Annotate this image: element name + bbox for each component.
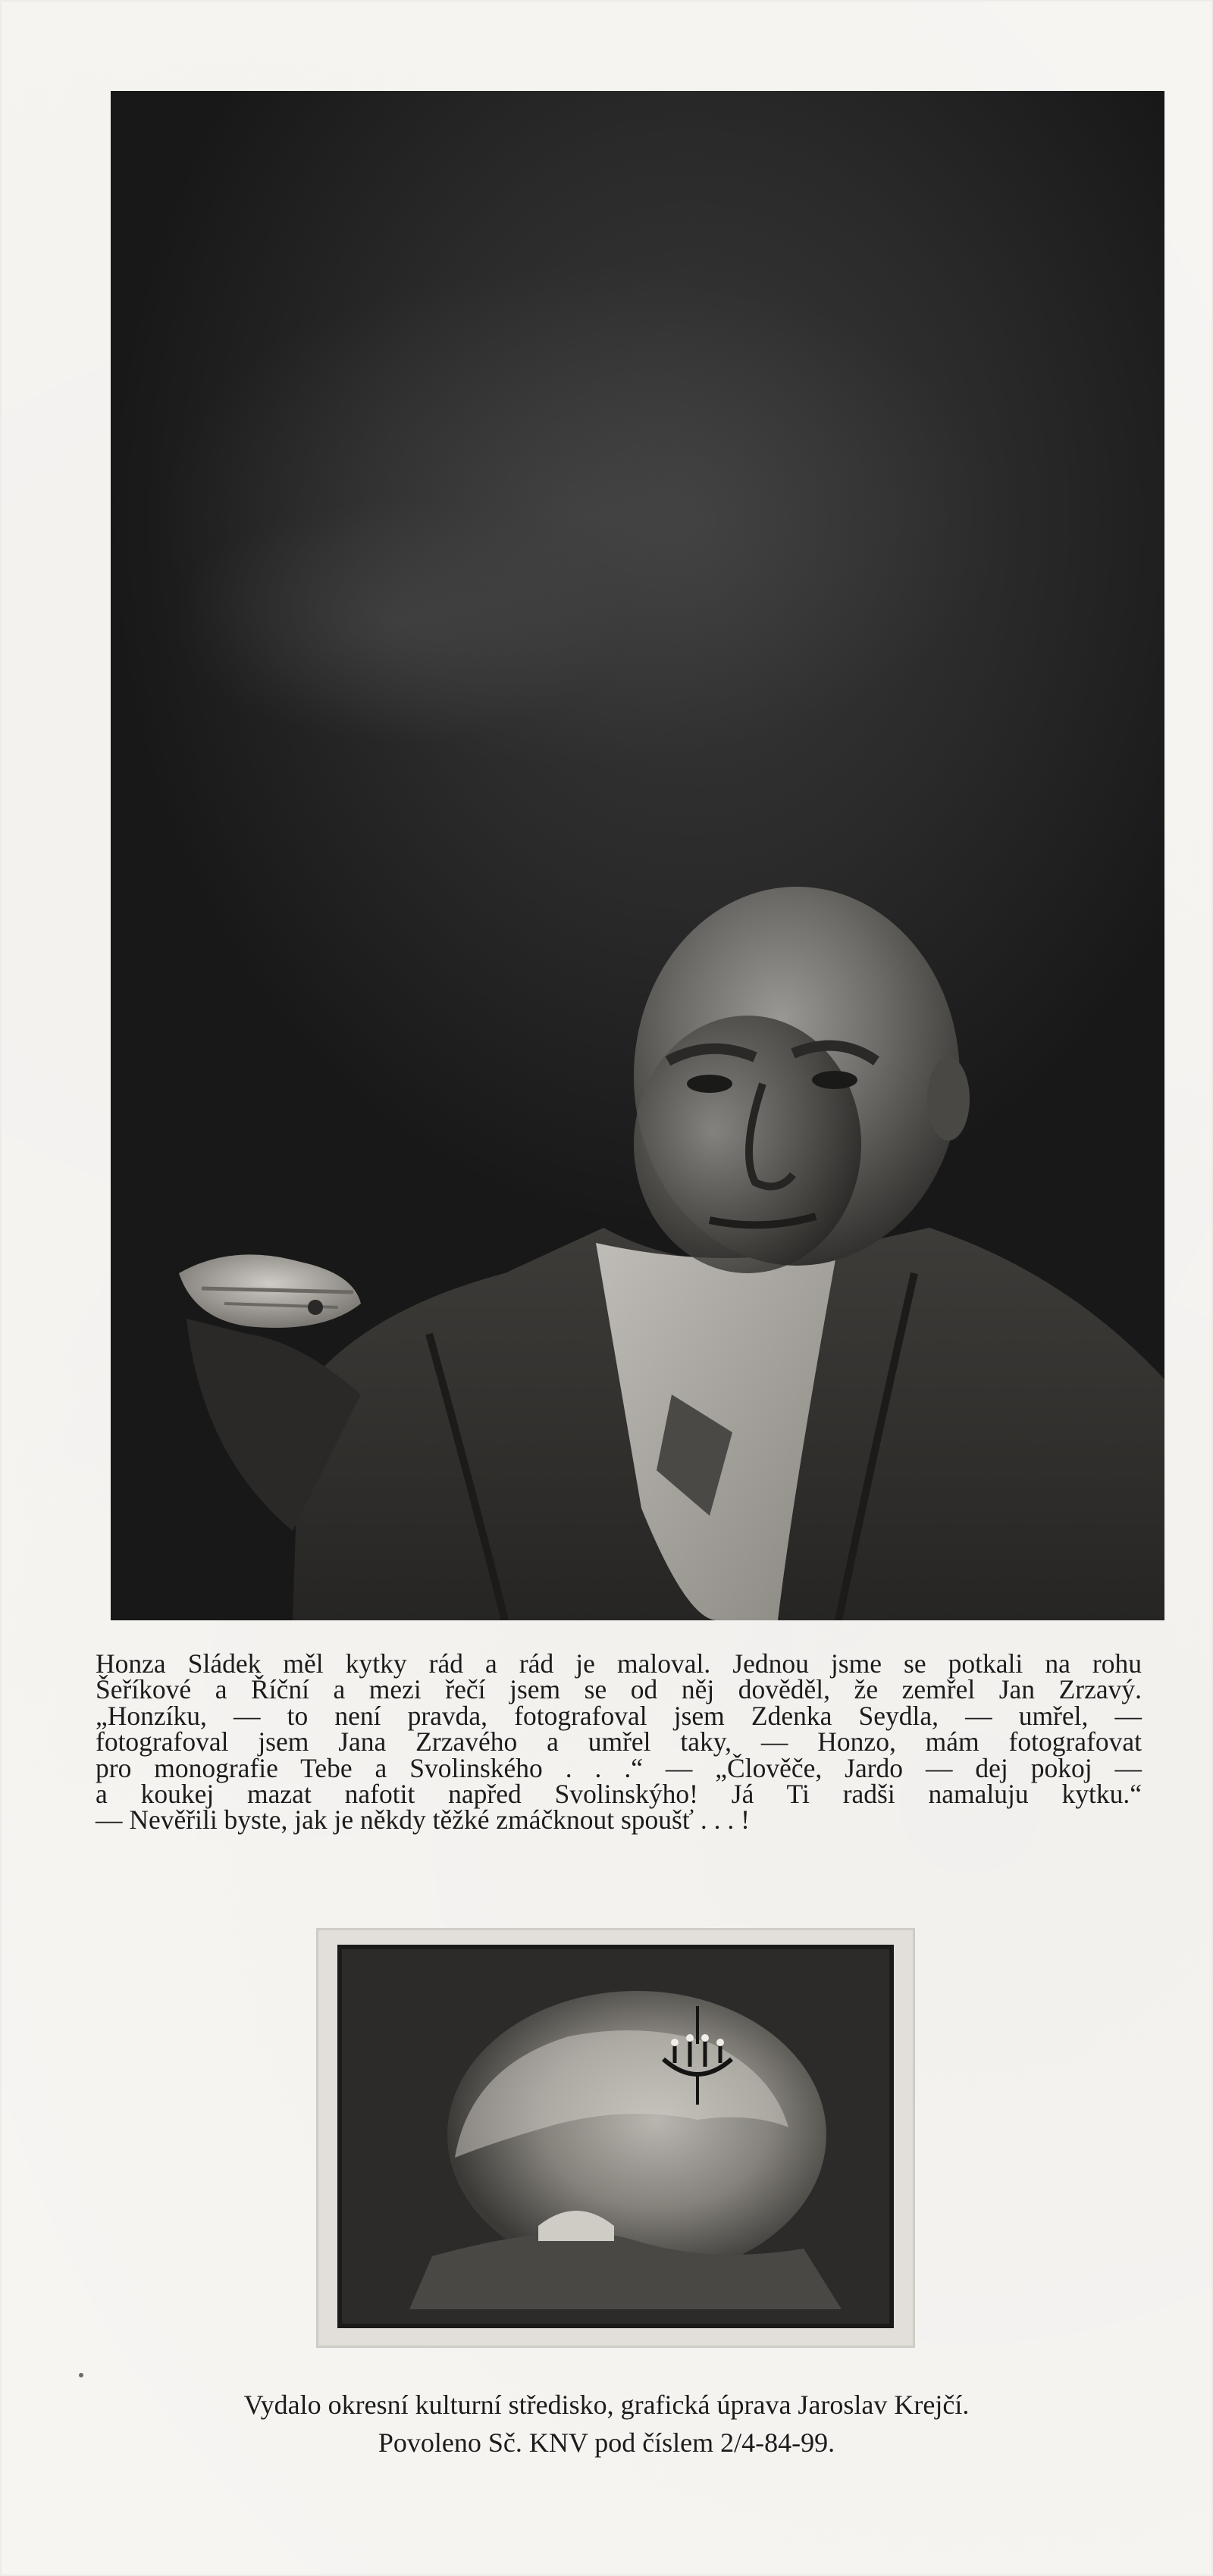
portrait-illustration [111, 91, 1164, 1620]
painting-illustration [318, 1930, 913, 2346]
inset-painting [318, 1930, 913, 2346]
caption-line: — Nevěřili byste, jak je někdy těžké zmáčknout spoušť . . . ! [96, 1804, 750, 1836]
colophon-publisher-line: Vydalo okresní kulturní středisko, grafická úprava Jaroslav Krejčí. [243, 2390, 970, 2420]
caption-line: Šeříkové a Říční a mezi řečí jsem se od něj dověděl, že zemřel Jan Zrzavý. [96, 1674, 1142, 1705]
caption-line: Honza Sládek měl kytky rád a rád je maloval. Jednou jsme se potkali na rohu [96, 1648, 1142, 1679]
portrait-photo [111, 91, 1164, 1620]
caption-line: „Honzíku, — to není pravda, fotografoval jsem Zdenka Seydla, — umřel, — [96, 1700, 1142, 1731]
dust-speck [79, 2373, 83, 2377]
caption-text [96, 1648, 1142, 1836]
colophon [121, 2386, 1092, 2462]
caption-line: fotografoval jsem Jana Zrzavého a umřel taky, — Honzo, mám fotografovat [96, 1726, 1142, 1758]
colophon-permit-line: Povoleno Sč. KNV pod číslem 2/4-84-99. [378, 2427, 835, 2458]
caption-line: pro monografie Tebe a Svolinského . . .“ — „Člověče, Jardo — dej pokoj — [96, 1752, 1142, 1783]
caption-line: a koukej mazat nafotit napřed Svolinskýho! Já Ti radši namaluju kytku.“ [96, 1779, 1142, 1810]
